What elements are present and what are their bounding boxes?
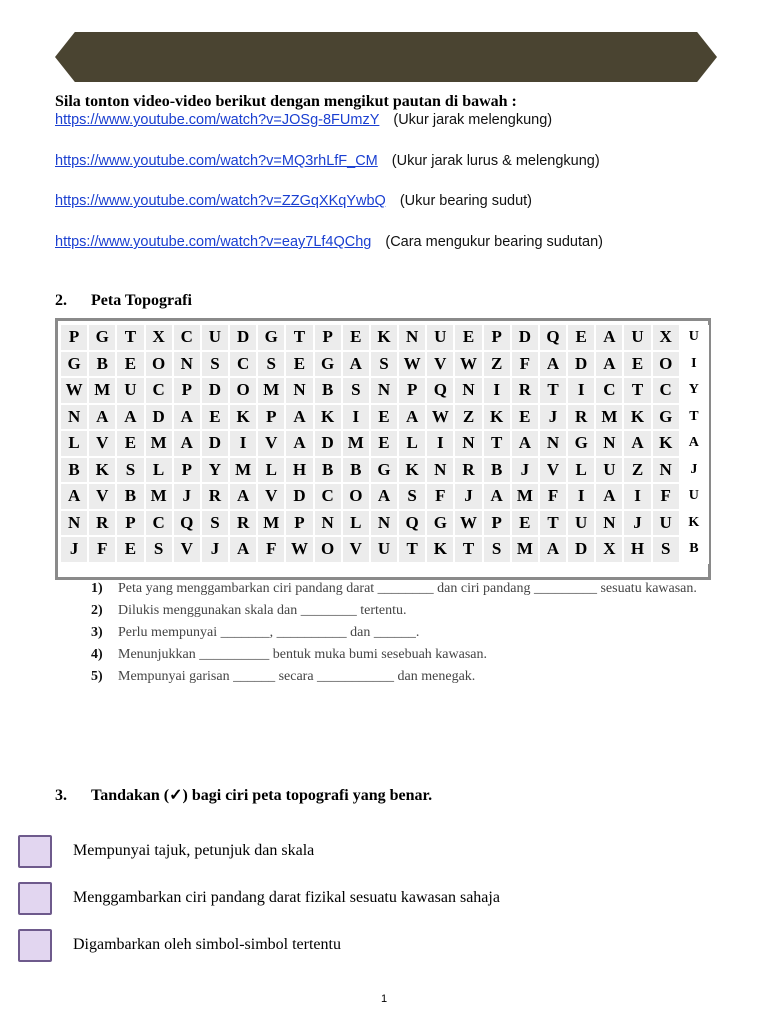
grid-cell: Y: [681, 378, 709, 405]
grid-cell: M: [258, 511, 286, 538]
grid-cell: D: [230, 325, 258, 352]
grid-cell: N: [455, 431, 483, 458]
section-3-heading: [55, 785, 432, 805]
video-link-1[interactable]: https://www.youtube.com/watch?v=JOSg-8FUmzY: [55, 112, 380, 128]
grid-cell: I: [624, 484, 652, 511]
grid-cell: Z: [455, 405, 483, 432]
section-3-title: Tandakan (✓) bagi ciri peta topografi yang benar.: [91, 787, 433, 804]
grid-cell: L: [258, 458, 286, 485]
grid-cell: D: [202, 431, 230, 458]
grid-cell: C: [596, 378, 624, 405]
grid-cell: M: [146, 484, 174, 511]
grid-cell: U: [624, 325, 652, 352]
grid-cell: M: [89, 378, 117, 405]
grid-cell: L: [146, 458, 174, 485]
grid-cell: P: [258, 405, 286, 432]
grid-cell: W: [61, 378, 89, 405]
grid-cell: V: [427, 352, 455, 379]
grid-cell: L: [61, 431, 89, 458]
grid-cell: J: [540, 405, 568, 432]
grid-cell: B: [484, 458, 512, 485]
grid-cell: D: [512, 325, 540, 352]
grid-cell: K: [681, 511, 709, 538]
grid-cell: A: [681, 431, 709, 458]
grid-cell: A: [230, 484, 258, 511]
grid-cell: M: [343, 431, 371, 458]
grid-cell: A: [596, 352, 624, 379]
grid-cell: M: [230, 458, 258, 485]
grid-cell: T: [624, 378, 652, 405]
grid-cell: A: [286, 405, 314, 432]
grid-cell: A: [512, 431, 540, 458]
grid-cell: G: [89, 325, 117, 352]
grid-cell: C: [230, 352, 258, 379]
grid-cell: O: [343, 484, 371, 511]
video-link-desc-1: (Ukur jarak melengkung): [393, 112, 553, 128]
grid-cell: G: [61, 352, 89, 379]
grid-cell: K: [624, 405, 652, 432]
grid-cell: W: [455, 511, 483, 538]
grid-cell: M: [146, 431, 174, 458]
video-link-row-1: [55, 112, 552, 128]
video-link-3[interactable]: https://www.youtube.com/watch?v=ZZGqXKqYwbQ: [55, 193, 386, 209]
grid-cell: O: [146, 352, 174, 379]
grid-cell: I: [230, 431, 258, 458]
grid-cell: G: [568, 431, 596, 458]
grid-cell: N: [596, 511, 624, 538]
section-2-heading: [55, 292, 192, 310]
grid-cell: T: [455, 537, 483, 564]
question-4: [91, 646, 711, 663]
video-link-desc-2: (Ukur jarak lurus & melengkung): [391, 153, 600, 169]
checkbox-1[interactable]: [18, 835, 52, 868]
fill-in-questions: [91, 580, 711, 690]
grid-cell: E: [512, 511, 540, 538]
grid-cell: C: [315, 484, 343, 511]
grid-cell: B: [117, 484, 145, 511]
grid-cell: S: [343, 378, 371, 405]
grid-cell: E: [512, 405, 540, 432]
grid-cell: N: [61, 511, 89, 538]
grid-cell: W: [286, 537, 314, 564]
grid-cell: S: [202, 352, 230, 379]
grid-cell: N: [596, 431, 624, 458]
grid-cell: V: [343, 537, 371, 564]
page-number: 1: [380, 993, 388, 1005]
grid-cell: T: [117, 325, 145, 352]
question-text: Perlu mempunyai _______, __________ dan ______.: [118, 625, 420, 640]
grid-cell: E: [371, 431, 399, 458]
grid-cell: A: [484, 484, 512, 511]
grid-cell: M: [258, 378, 286, 405]
grid-cell: L: [399, 431, 427, 458]
grid-cell: Q: [540, 325, 568, 352]
grid-cell: J: [202, 537, 230, 564]
grid-cell: E: [624, 352, 652, 379]
grid-cell: B: [681, 537, 709, 564]
grid-cell: C: [146, 378, 174, 405]
grid-cell: K: [371, 325, 399, 352]
grid-cell: I: [427, 431, 455, 458]
grid-cell: J: [455, 484, 483, 511]
grid-cell: J: [681, 458, 709, 485]
grid-cell: I: [681, 352, 709, 379]
grid-cell: Q: [399, 511, 427, 538]
grid-cell: V: [89, 484, 117, 511]
grid-cell: K: [653, 431, 681, 458]
grid-cell: J: [512, 458, 540, 485]
grid-cell: I: [484, 378, 512, 405]
video-link-row-2: [55, 153, 600, 169]
grid-cell: A: [596, 325, 624, 352]
grid-cell: P: [117, 511, 145, 538]
grid-cell: F: [540, 484, 568, 511]
grid-cell: Y: [202, 458, 230, 485]
grid-cell: A: [399, 405, 427, 432]
grid-cell: U: [596, 458, 624, 485]
question-number: 5): [91, 669, 103, 684]
video-link-desc-3: (Ukur bearing sudut): [399, 193, 532, 209]
grid-cell: U: [568, 511, 596, 538]
question-text: Peta yang menggambarkan ciri pandang darat ________ dan ciri pandang _________ sesuatu kawasan.: [118, 581, 697, 596]
grid-cell: S: [653, 537, 681, 564]
checkbox-2[interactable]: [18, 882, 52, 915]
grid-cell: F: [512, 352, 540, 379]
grid-cell: X: [653, 325, 681, 352]
grid-cell: W: [399, 352, 427, 379]
grid-cell: H: [286, 458, 314, 485]
grid-cell: T: [681, 405, 709, 432]
checklist-item-2: [18, 882, 52, 915]
grid-cell: E: [568, 325, 596, 352]
grid-cell: U: [681, 484, 709, 511]
video-link-row-4: [55, 234, 603, 250]
grid-cell: M: [512, 484, 540, 511]
grid-cell: G: [427, 511, 455, 538]
grid-cell: P: [399, 378, 427, 405]
grid-cell: B: [315, 458, 343, 485]
video-link-row-3: [55, 193, 532, 209]
grid-cell: H: [624, 537, 652, 564]
grid-cell: P: [174, 458, 202, 485]
grid-cell: S: [202, 511, 230, 538]
grid-cell: X: [596, 537, 624, 564]
grid-cell: V: [540, 458, 568, 485]
grid-cell: S: [258, 352, 286, 379]
intro-text: Sila tonton video-video berikut dengan mengikut pautan di bawah :: [55, 93, 517, 110]
word-search-frame: [55, 318, 711, 580]
title-banner: [55, 32, 717, 82]
grid-cell: B: [343, 458, 371, 485]
grid-cell: Z: [484, 352, 512, 379]
grid-cell: I: [568, 378, 596, 405]
grid-cell: N: [315, 511, 343, 538]
grid-cell: N: [653, 458, 681, 485]
grid-cell: P: [286, 511, 314, 538]
grid-cell: V: [174, 537, 202, 564]
grid-cell: F: [258, 537, 286, 564]
grid-cell: K: [484, 405, 512, 432]
grid-cell: D: [286, 484, 314, 511]
section-2-title: Peta Topografi: [91, 292, 192, 309]
grid-cell: C: [146, 511, 174, 538]
section-3-number: 3.: [55, 787, 67, 804]
grid-cell: V: [258, 431, 286, 458]
grid-cell: J: [61, 537, 89, 564]
grid-cell: P: [174, 378, 202, 405]
grid-cell: N: [371, 378, 399, 405]
grid-cell: T: [399, 537, 427, 564]
grid-cell: I: [568, 484, 596, 511]
grid-cell: O: [315, 537, 343, 564]
grid-cell: O: [230, 378, 258, 405]
grid-cell: A: [117, 405, 145, 432]
grid-cell: K: [427, 537, 455, 564]
checklist-label-3: Digambarkan oleh simbol-simbol tertentu: [73, 936, 341, 953]
grid-cell: G: [258, 325, 286, 352]
grid-cell: P: [484, 511, 512, 538]
grid-cell: S: [117, 458, 145, 485]
grid-cell: V: [89, 431, 117, 458]
grid-cell: B: [89, 352, 117, 379]
question-5: [91, 668, 711, 685]
grid-cell: G: [371, 458, 399, 485]
video-link-desc-4: (Cara mengukur bearing sudutan): [385, 234, 603, 250]
grid-cell: A: [174, 431, 202, 458]
grid-cell: T: [286, 325, 314, 352]
grid-cell: W: [455, 352, 483, 379]
grid-cell: F: [89, 537, 117, 564]
grid-cell: R: [230, 511, 258, 538]
grid-cell: A: [343, 352, 371, 379]
grid-cell: J: [624, 511, 652, 538]
grid-cell: S: [399, 484, 427, 511]
grid-cell: T: [484, 431, 512, 458]
section-2-number: 2.: [55, 292, 67, 309]
grid-cell: D: [568, 352, 596, 379]
grid-cell: P: [315, 325, 343, 352]
question-number: 3): [91, 625, 103, 640]
grid-cell: R: [202, 484, 230, 511]
video-link-4[interactable]: https://www.youtube.com/watch?v=eay7Lf4QChg: [55, 234, 372, 250]
grid-cell: M: [512, 537, 540, 564]
grid-cell: N: [427, 458, 455, 485]
grid-cell: L: [568, 458, 596, 485]
grid-cell: Q: [427, 378, 455, 405]
grid-cell: E: [286, 352, 314, 379]
grid-cell: E: [343, 325, 371, 352]
grid-cell: I: [343, 405, 371, 432]
checklist-label-1: Mempunyai tajuk, petunjuk dan skala: [73, 842, 315, 859]
grid-cell: N: [455, 378, 483, 405]
grid-cell: Z: [624, 458, 652, 485]
grid-cell: A: [286, 431, 314, 458]
question-3: [91, 624, 711, 641]
grid-cell: W: [427, 405, 455, 432]
grid-cell: G: [315, 352, 343, 379]
grid-cell: R: [455, 458, 483, 485]
grid-cell: A: [596, 484, 624, 511]
grid-cell: P: [61, 325, 89, 352]
grid-cell: C: [174, 325, 202, 352]
grid-cell: E: [117, 431, 145, 458]
grid-cell: E: [371, 405, 399, 432]
checklist-item-1: [18, 835, 52, 868]
grid-cell: D: [315, 431, 343, 458]
grid-cell: D: [568, 537, 596, 564]
grid-cell: S: [484, 537, 512, 564]
grid-cell: N: [371, 511, 399, 538]
grid-cell: X: [146, 325, 174, 352]
grid-cell: V: [258, 484, 286, 511]
grid-cell: D: [146, 405, 174, 432]
grid-cell: F: [653, 484, 681, 511]
grid-cell: G: [653, 405, 681, 432]
grid-cell: S: [371, 352, 399, 379]
question-text: Mempunyai garisan ______ secara ___________ dan menegak.: [118, 669, 476, 684]
grid-cell: N: [399, 325, 427, 352]
grid-cell: A: [174, 405, 202, 432]
checkbox-3[interactable]: [18, 929, 52, 962]
grid-cell: U: [653, 511, 681, 538]
grid-cell: N: [61, 405, 89, 432]
grid-cell: U: [371, 537, 399, 564]
grid-cell: J: [174, 484, 202, 511]
grid-cell: U: [681, 325, 709, 352]
checklist-item-3: [18, 929, 52, 962]
question-1: [91, 580, 711, 597]
video-link-2[interactable]: https://www.youtube.com/watch?v=MQ3rhLfF_CM: [55, 153, 378, 169]
grid-cell: F: [427, 484, 455, 511]
grid-cell: D: [202, 378, 230, 405]
grid-cell: L: [343, 511, 371, 538]
grid-cell: Q: [174, 511, 202, 538]
question-text: Dilukis menggunakan skala dan ________ tertentu.: [118, 603, 407, 618]
grid-cell: T: [540, 378, 568, 405]
grid-cell: E: [117, 537, 145, 564]
grid-cell: U: [117, 378, 145, 405]
grid-cell: U: [427, 325, 455, 352]
grid-cell: A: [230, 537, 258, 564]
grid-cell: M: [596, 405, 624, 432]
grid-cell: N: [540, 431, 568, 458]
grid-cell: K: [230, 405, 258, 432]
grid-cell: U: [202, 325, 230, 352]
grid-cell: A: [89, 405, 117, 432]
question-number: 1): [91, 581, 103, 596]
word-search-grid: [61, 325, 709, 564]
grid-cell: A: [61, 484, 89, 511]
grid-cell: E: [202, 405, 230, 432]
grid-cell: A: [540, 537, 568, 564]
grid-cell: R: [89, 511, 117, 538]
grid-cell: S: [146, 537, 174, 564]
question-number: 2): [91, 603, 103, 618]
grid-cell: N: [286, 378, 314, 405]
grid-cell: N: [174, 352, 202, 379]
grid-cell: R: [568, 405, 596, 432]
grid-cell: T: [540, 511, 568, 538]
grid-cell: K: [315, 405, 343, 432]
question-text: Menunjukkan __________ bentuk muka bumi sesebuah kawasan.: [118, 647, 487, 662]
grid-cell: A: [624, 431, 652, 458]
grid-cell: B: [61, 458, 89, 485]
question-2: [91, 602, 711, 619]
grid-cell: O: [653, 352, 681, 379]
grid-cell: B: [315, 378, 343, 405]
grid-cell: C: [653, 378, 681, 405]
grid-cell: E: [117, 352, 145, 379]
grid-cell: E: [455, 325, 483, 352]
grid-cell: A: [371, 484, 399, 511]
grid-cell: A: [540, 352, 568, 379]
question-number: 4): [91, 647, 103, 662]
grid-cell: K: [89, 458, 117, 485]
grid-cell: P: [484, 325, 512, 352]
grid-cell: K: [399, 458, 427, 485]
grid-cell: R: [512, 378, 540, 405]
checklist-label-2: Menggambarkan ciri pandang darat fizikal sesuatu kawasan sahaja: [73, 889, 500, 906]
